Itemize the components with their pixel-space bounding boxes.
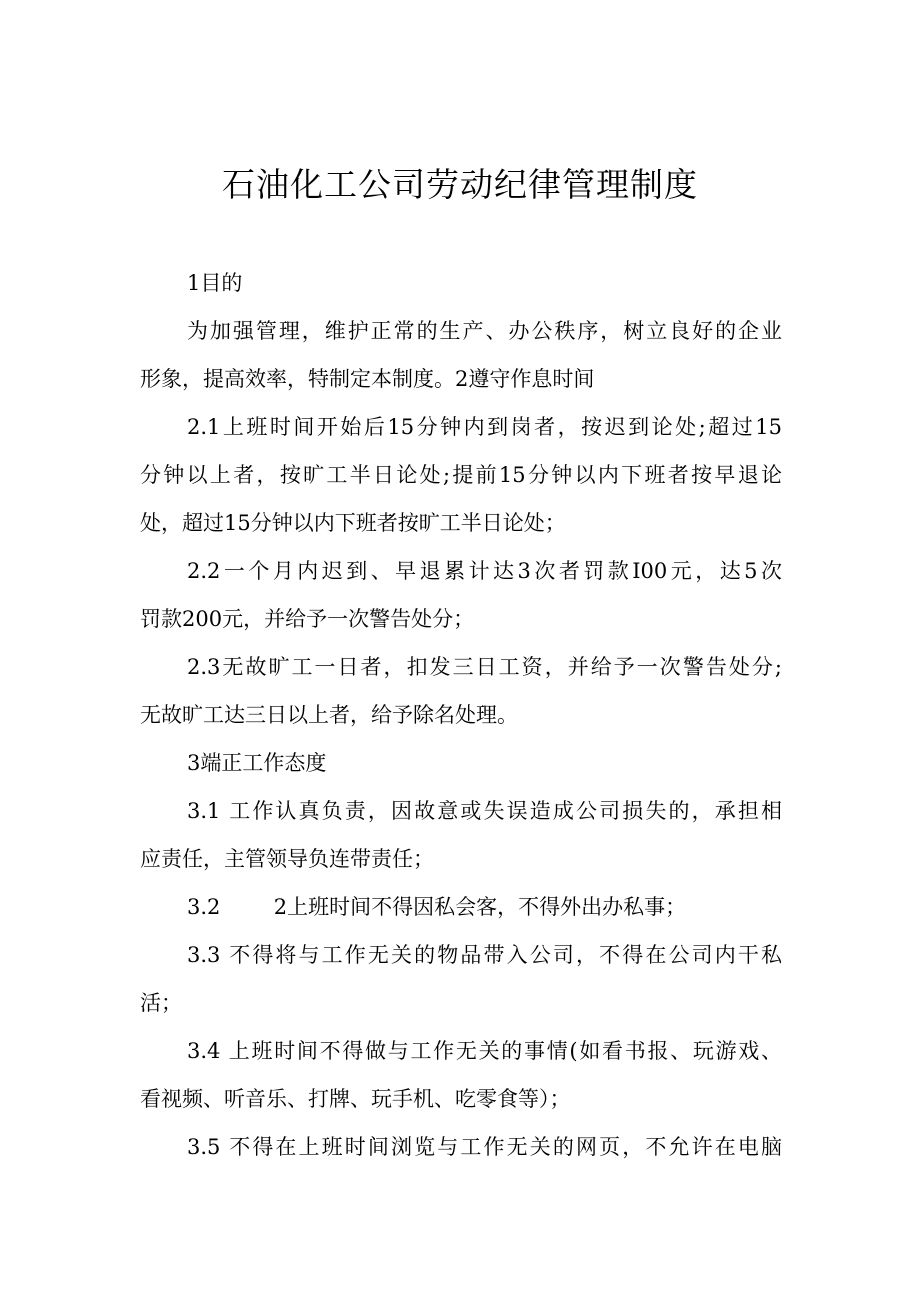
document-title: 石油化工公司劳动纪律管理制度 bbox=[222, 165, 698, 204]
paragraph-line: 应责任，主管领导负连带责任； bbox=[140, 847, 434, 871]
paragraph-line: 2.1上班时间开始后15分钟内到岗者，按迟到论处;超过15 bbox=[187, 415, 782, 439]
section-heading-purpose: 1目的 bbox=[187, 271, 243, 295]
paragraph-line: 看视频、听音乐、打牌、玩手机、吃零食等）； bbox=[140, 1087, 571, 1111]
paragraph-line: 处，超过15分钟以内下班者按旷工半日论处； bbox=[140, 511, 566, 535]
paragraph-line: 3.1 工作认真负责，因故意或失误造成公司损失的，承担相 bbox=[187, 799, 782, 823]
paragraph-line: 3.5 不得在上班时间浏览与工作无关的网页，不允许在电脑 bbox=[187, 1135, 782, 1159]
paragraph-line: 2.2一个月内迟到、早退累计达3次者罚款I00元，达5次 bbox=[187, 559, 782, 583]
paragraph-line: 形象，提高效率，特制定本制度。2遵守作息时间 bbox=[140, 367, 595, 391]
paragraph-line: 分钟以上者，按旷工半日论处;提前15分钟以内下班者按早退论 bbox=[140, 463, 782, 487]
paragraph-line: 3.3 不得将与工作无关的物品带入公司，不得在公司内干私 bbox=[187, 943, 782, 967]
paragraph-line: 3.4 上班时间不得做与工作无关的事情(如看书报、玩游戏、 bbox=[187, 1039, 782, 1063]
paragraph-line: 无故旷工达三日以上者，给予除名处理。 bbox=[140, 703, 518, 727]
paragraph-line: 3.2 2上班时间不得因私会客，不得外出办私事； bbox=[187, 895, 687, 919]
paragraph-line: 罚款200元，并给予一次警告处分； bbox=[140, 607, 475, 631]
paragraph-line: 为加强管理，维护正常的生产、办公秩序，树立良好的企业 bbox=[187, 319, 782, 343]
section-heading-attitude: 3端正工作态度 bbox=[187, 751, 327, 775]
paragraph-line: 活； bbox=[140, 991, 182, 1015]
paragraph-line: 2.3无故旷工一日者，扣发三日工资，并给予一次警告处分; bbox=[187, 655, 782, 679]
